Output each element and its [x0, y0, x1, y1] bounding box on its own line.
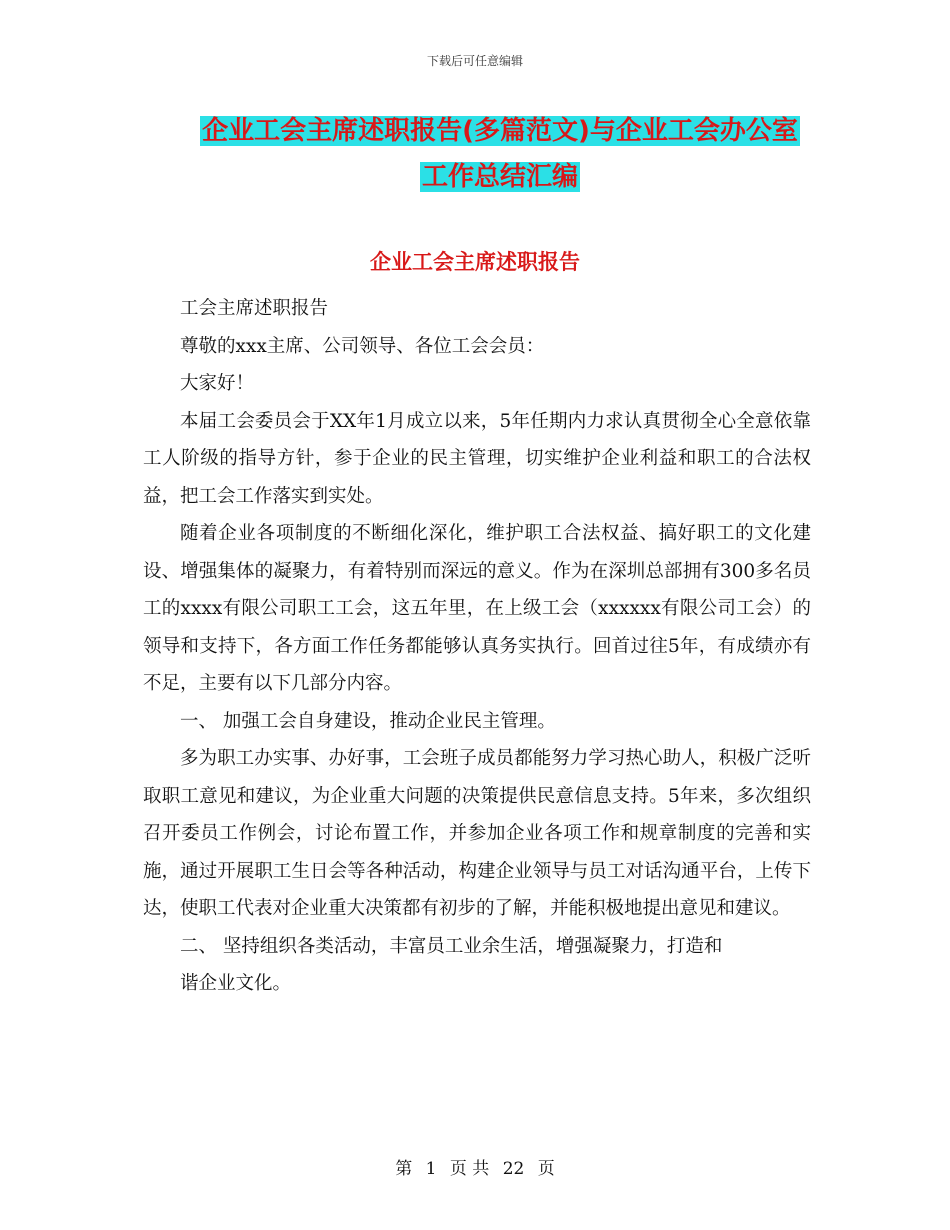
- page-suffix: 页: [537, 1159, 555, 1179]
- paragraph: 一、 加强工会自身建设，推动企业民主管理。: [180, 710, 556, 732]
- document-body: [143, 290, 811, 1003]
- document-title: [150, 108, 850, 200]
- paragraph: 多为职工办实事、办好事，工会班子成员都能努力学习热心助人，积极广泛听取职工意见和建议，为企业重大问题的决策提供民意信息支持。5年来，多次组织召开委员工作例会，讨论布置工作，并参加企业各项工作和规章制度的完善和实施，通过开展职工生日会等各种活动，构建企业领导与员工对话沟通平台，上传下达，使职工代表对企业重大决策都有初步的了解，并能积极地提出意见和建议。: [143, 748, 811, 919]
- paragraph: 本届工会委员会于XX年1月成立以来，5年任期内力求认真贯彻全心全意依靠工人阶级的指导方针，参于企业的民主管理，切实维护企业利益和职工的合法权益，把工会工作落实到实处。: [143, 410, 811, 507]
- paragraph: 尊敬的xxx主席、公司领导、各位工会会员：: [180, 335, 545, 357]
- page-total: 22: [502, 1159, 525, 1179]
- title-line-2: 工作总结汇编: [421, 162, 578, 192]
- paragraph: 二、 坚持组织各类活动，丰富员工业余生活，增强凝聚力，打造和: [180, 935, 723, 957]
- page-prefix: 第: [395, 1159, 413, 1179]
- page-footer: [0, 1154, 950, 1179]
- page-current: 1: [425, 1159, 437, 1179]
- section-title: 企业工会主席述职报告: [370, 250, 580, 274]
- title-line-1: 企业工会主席述职报告(多篇范文)与企业工会办公室: [202, 116, 798, 146]
- paragraph: 谐企业文化。: [180, 973, 292, 994]
- paragraph: 大家好！: [180, 373, 255, 394]
- paragraph: 随着企业各项制度的不断细化深化，维护职工合法权益、搞好职工的文化建设、增强集体的凝聚力，有着特别而深远的意义。作为在深圳总部拥有300多名员工的xxxx有限公司职工工会，这五年里，在上级工会（xxxxxx有限公司工会）的领导和支持下，各方面工作任务都能够认真务实执行。回首过往5年，有成绩亦有不足，主要有以下几部分内容。: [143, 523, 811, 694]
- page-mid: 页 共: [449, 1159, 490, 1179]
- paragraph: 工会主席述职报告: [180, 298, 329, 319]
- header-note: 下载后可任意编辑: [426, 54, 523, 68]
